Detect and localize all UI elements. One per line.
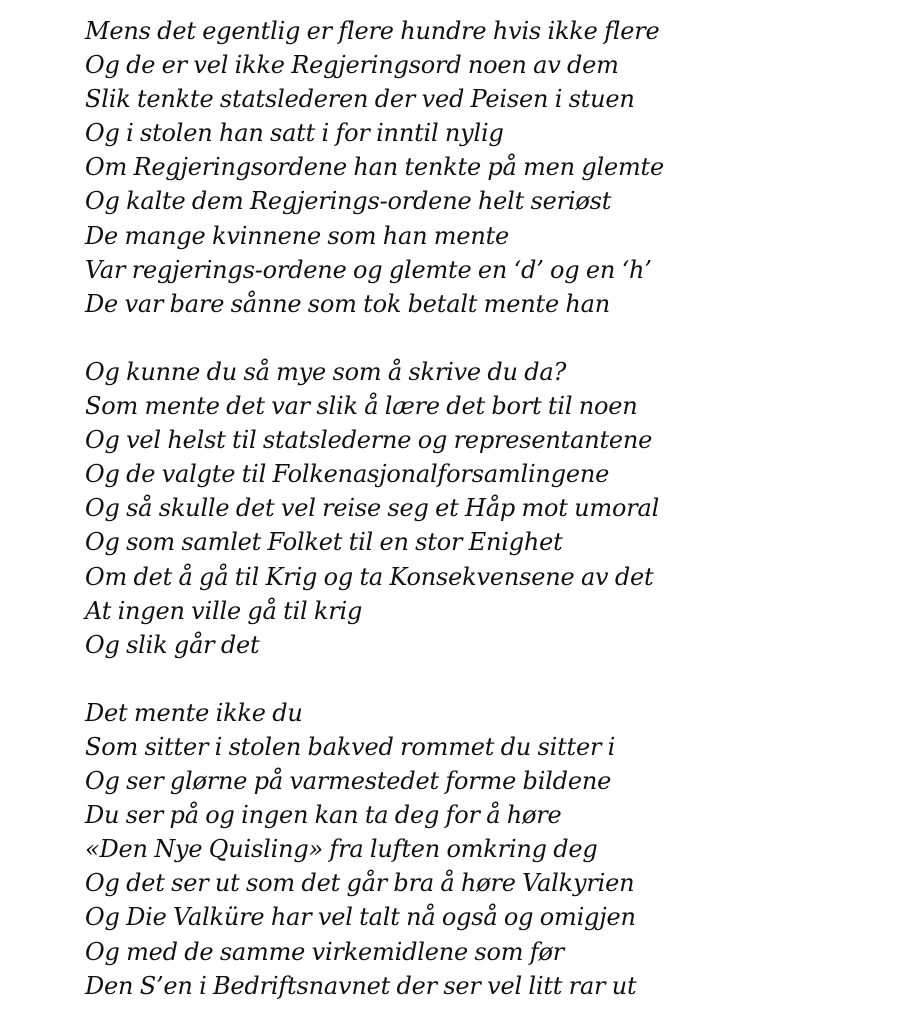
poem-line: Var regjerings-ordene og glemte en ‘d’ og en ‘h’: [85, 255, 652, 284]
poem-line: Og slik går det: [85, 630, 260, 659]
poem-line: Og de valgte til Folkenasjonalforsamlingene: [85, 460, 610, 489]
poem-line: Den S’en i Bedriftsnavnet der ser vel litt rar ut: [85, 971, 637, 1000]
poem-line: «Den Nye Quisling» fra luften omkring deg: [85, 835, 598, 864]
poem-line: Slik tenkte statslederen der ved Peisen i stuen: [85, 85, 635, 114]
poem-line: Om det å gå til Krig og ta Konsekvensene av det: [85, 562, 654, 591]
stanza-2: [85, 355, 885, 662]
poem-line: Og kunne du så mye som å skrive du da?: [85, 357, 567, 386]
stanza-1: [85, 14, 885, 321]
poem-line: Som mente det var slik å lære det bort til noen: [85, 392, 638, 421]
stanza-3: [85, 696, 885, 1003]
poem-line: Og vel helst til statslederne og representantene: [85, 426, 653, 455]
poem-line: Det mente ikke du: [85, 698, 303, 727]
poem-line: Som sitter i stolen bakved rommet du sitter i: [85, 732, 616, 761]
poem: [85, 14, 885, 1003]
poem-line: Og Die Valküre har vel talt nå også og omigjen: [85, 903, 636, 932]
poem-line: Mens det egentlig er flere hundre hvis ikke flere: [85, 17, 660, 45]
poem-line: De var bare sånne som tok betalt mente han: [85, 289, 610, 318]
poem-line: Og det ser ut som det går bra å høre Valkyrien: [85, 869, 635, 898]
poem-line: De mange kvinnene som han mente: [85, 221, 510, 250]
poem-line: At ingen ville gå til krig: [85, 596, 363, 625]
poem-line: Og ser glørne på varmestedet forme bildene: [85, 767, 612, 796]
poem-line: Og kalte dem Regjerings-ordene helt seriøst: [85, 187, 612, 216]
poem-line: Og så skulle det vel reise seg et Håp mot umoral: [85, 494, 660, 523]
poem-line: Du ser på og ingen kan ta deg for å høre: [85, 801, 562, 830]
poem-line: Og med de samme virkemidlene som før: [85, 937, 564, 966]
poem-line: Og de er vel ikke Regjeringsord noen av dem: [85, 51, 619, 80]
poem-line: Og i stolen han satt i for inntil nylig: [85, 119, 504, 148]
poem-line: Og som samlet Folket til en stor Enighet: [85, 528, 563, 557]
poem-line: Om Regjeringsordene han tenkte på men glemte: [85, 153, 664, 182]
